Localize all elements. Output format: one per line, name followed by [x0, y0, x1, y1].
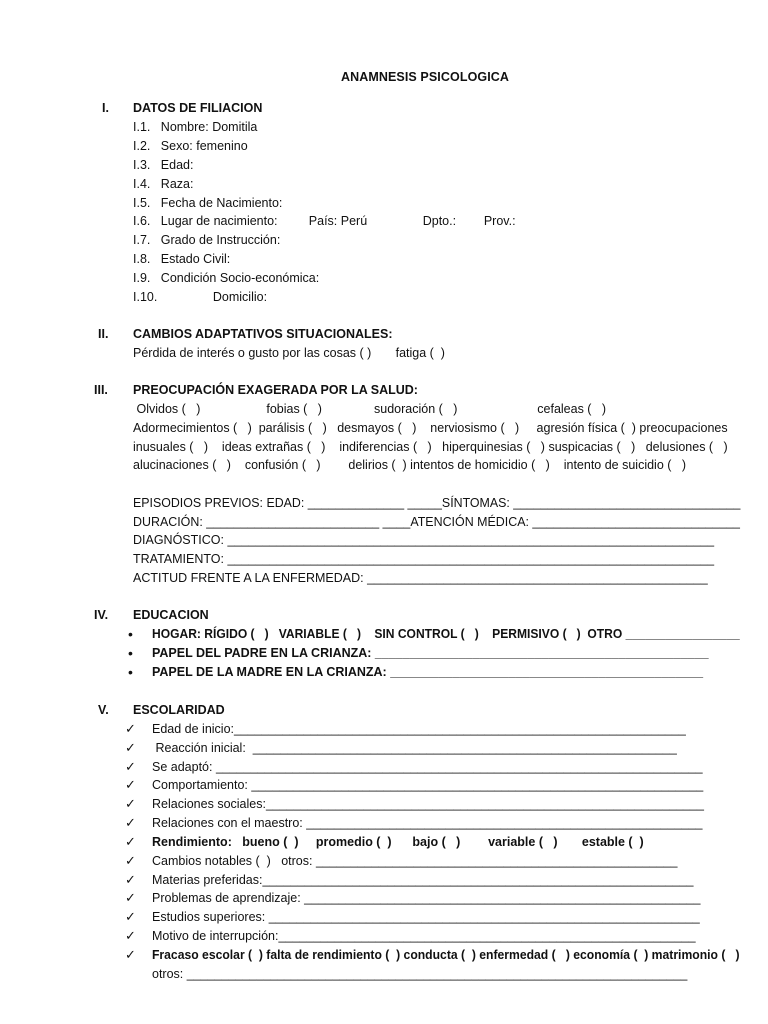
section-5-number: V.: [98, 703, 109, 717]
educacion-item: PAPEL DEL PADRE EN LA CRIANZA: ________________________________________________: [152, 646, 709, 660]
episodios-line: EPISODIOS PREVIOS: EDAD: ______________ _____SÍNTOMAS: _________________________________: [133, 496, 741, 510]
tratamiento-line: TRATAMIENTO: ______________________________________________________________________: [133, 552, 715, 566]
filiacion-item: I.4. Raza:: [133, 177, 194, 191]
filiacion-item: I.6. Lugar de nacimiento: País: Perú Dpto.: Prov.:: [133, 214, 516, 228]
filiacion-item: I.3. Edad:: [133, 158, 194, 172]
checkmark-icon: ✓: [125, 834, 136, 849]
checkmark-icon: ✓: [125, 909, 136, 924]
escolaridad-item: Problemas de aprendizaje: _________________________________________________________: [152, 891, 701, 905]
checkmark-icon: ✓: [125, 721, 136, 736]
checkmark-icon: ✓: [125, 872, 136, 887]
escolaridad-item: Edad de inicio:_________________________________________________________________: [152, 722, 686, 736]
filiacion-item: I.10. Domicilio:: [133, 290, 268, 304]
section-2-title: CAMBIOS ADAPTATIVOS SITUACIONALES:: [133, 327, 393, 341]
escolaridad-item: Materias preferidas:______________________________________________________________: [152, 873, 694, 887]
escolaridad-item: Cambios notables ( ) otros: ____________________________________________________: [152, 854, 678, 868]
document-title: ANAMNESIS PSICOLOGICA: [340, 70, 510, 84]
section-4-title: EDUCACION: [133, 608, 209, 622]
checkmark-icon: ✓: [125, 740, 136, 755]
escolaridad-item: Fracaso escolar ( ) falta de rendimiento ( ) conducta ( ) enfermedad ( ) economía ( ) matrimonio ( ): [152, 948, 740, 962]
salud-line: Olvidos ( ) fobias ( ) sudoración ( ) cefaleas ( ): [133, 402, 607, 416]
educacion-item: PAPEL DE LA MADRE EN LA CRIANZA: _____________________________________________: [152, 665, 704, 679]
actitud-line: ACTITUD FRENTE A LA ENFERMEDAD: _________________________________________________: [133, 571, 708, 585]
section-5-title: ESCOLARIDAD: [133, 703, 225, 717]
escolaridad-item: Se adaptó: ______________________________________________________________________: [152, 760, 703, 774]
section-4-number: IV.: [94, 608, 109, 622]
salud-line: alucinaciones ( ) confusión ( ) delirios ( ) intentos de homicidio ( ) intento de suicidio ( ): [133, 458, 687, 472]
checkmark-icon: ✓: [125, 759, 136, 774]
checkmark-icon: ✓: [125, 947, 136, 962]
escolaridad-item: Estudios superiores: ______________________________________________________________: [152, 910, 700, 924]
diagnostico-line: DIAGNÓSTICO: ______________________________________________________________________: [133, 533, 715, 547]
bullet-icon: •: [128, 645, 133, 661]
escolaridad-item: Comportamiento: _________________________________________________________________: [152, 778, 704, 792]
filiacion-item: I.1. Nombre: Domitila: [133, 120, 258, 134]
filiacion-item: I.2. Sexo: femenino: [133, 139, 248, 153]
escolaridad-item: Rendimiento: bueno ( ) promedio ( ) bajo ( ) variable ( ) estable ( ): [152, 835, 644, 849]
salud-line: inusuales ( ) ideas extrañas ( ) indiferencias ( ) hiperquinesias ( ) suspicacias ( ) delusiones ( ): [133, 440, 728, 454]
bullet-icon: •: [128, 664, 133, 680]
cambios-line: Pérdida de interés o gusto por las cosas ( ) fatiga ( ): [133, 346, 445, 360]
escolaridad-item: Reacción inicial: _____________________________________________________________: [152, 741, 677, 755]
salud-line: Adormecimientos ( ) parálisis ( ) desmayos ( ) nerviosismo ( ) agresión física ( ) preocupaciones: [133, 421, 728, 435]
checkmark-icon: ✓: [125, 815, 136, 830]
bullet-icon: •: [128, 626, 133, 642]
section-3-title: PREOCUPACIÓN EXAGERADA POR LA SALUD:: [133, 383, 418, 397]
section-1-title: DATOS DE FILIACION: [133, 101, 263, 115]
checkmark-icon: ✓: [125, 853, 136, 868]
filiacion-item: I.5. Fecha de Nacimiento:: [133, 196, 283, 210]
section-3-number: III.: [94, 383, 108, 397]
checkmark-icon: ✓: [125, 796, 136, 811]
escolaridad-item: Motivo de interrupción:____________________________________________________________: [152, 929, 696, 943]
section-1-number: I.: [102, 101, 109, 115]
filiacion-item: I.9. Condición Socio-económica:: [133, 271, 320, 285]
fracaso-otros-line: otros: ________________________________________________________________________: [152, 967, 688, 981]
checkmark-icon: ✓: [125, 890, 136, 905]
filiacion-item: I.7. Grado de Instrucción:: [133, 233, 281, 247]
filiacion-item: I.8. Estado Civil:: [133, 252, 231, 266]
checkmark-icon: ✓: [125, 928, 136, 943]
escolaridad-item: Relaciones con el maestro: _________________________________________________________: [152, 816, 703, 830]
duracion-line: DURACIÓN: _________________________ ____ATENCIÓN MÉDICA: ______________________________: [133, 515, 740, 529]
checkmark-icon: ✓: [125, 777, 136, 792]
escolaridad-item: Relaciones sociales:_______________________________________________________________: [152, 797, 704, 811]
section-2-number: II.: [98, 327, 109, 341]
educacion-item: HOGAR: RÍGIDO ( ) VARIABLE ( ) SIN CONTROL ( ) PERMISIVO ( ) OTRO _________________: [152, 627, 740, 641]
